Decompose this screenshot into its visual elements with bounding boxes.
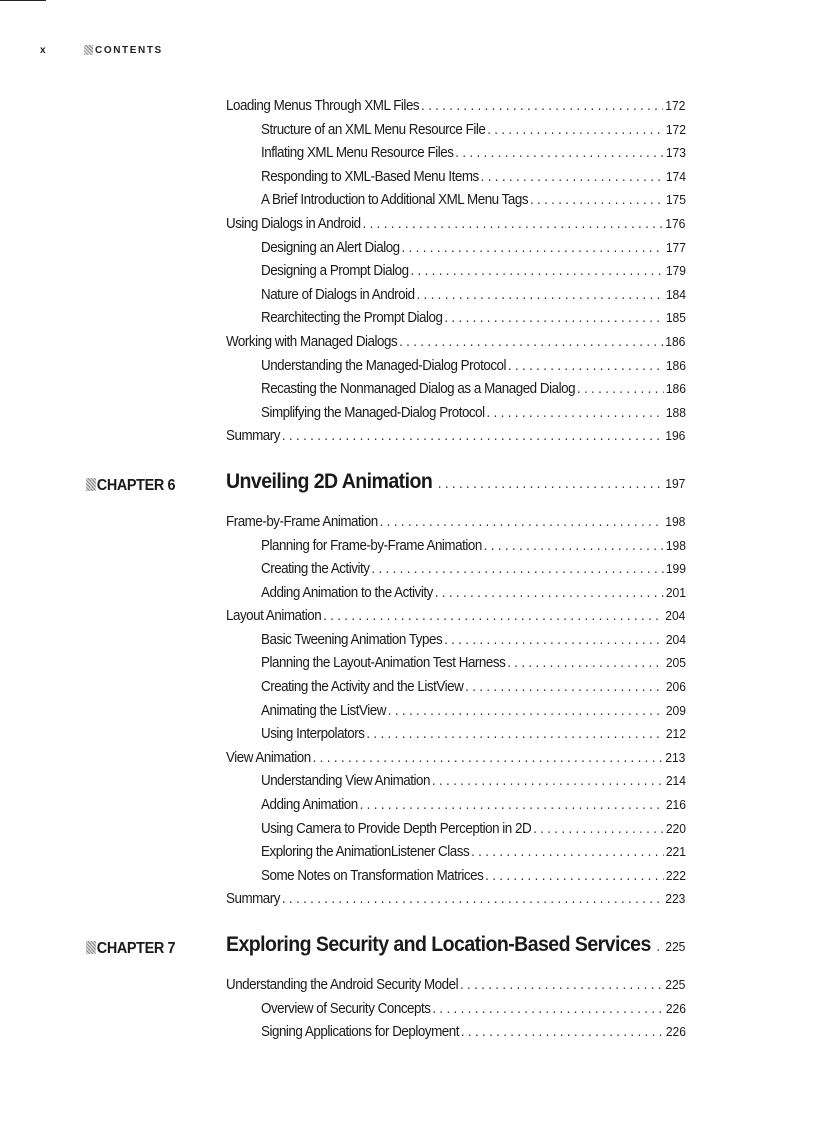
entry-page-number: 220	[665, 820, 687, 836]
dot-leader	[481, 169, 664, 185]
entry-title: Adding Animation	[261, 797, 358, 814]
entry-title: Rearchitecting the Prompt Dialog	[261, 310, 443, 327]
entry-title: Some Notes on Transformation Matrices	[261, 867, 484, 884]
entry-title: Exploring the AnimationListener Class	[261, 844, 470, 861]
entry-page-number: 196	[665, 428, 686, 444]
toc-subsection-entry[interactable]	[261, 797, 686, 821]
toc-subsection-entry[interactable]	[261, 192, 686, 216]
entry-page-number: 226	[665, 1000, 687, 1016]
dot-leader	[282, 891, 664, 907]
toc-subsection-entry[interactable]	[261, 726, 686, 750]
dot-leader	[485, 868, 664, 884]
entry-title: Understanding View Animation	[261, 773, 431, 790]
entry-title: Using Camera to Provide Depth Perception in 2D	[261, 820, 532, 837]
entry-page-number: 204	[665, 631, 687, 647]
entry-title: Layout Animation	[226, 608, 322, 625]
entry-page-number: 186	[665, 357, 687, 373]
entry-title: Understanding the Managed-Dialog Protocol	[261, 357, 507, 374]
entry-title: Summary	[226, 428, 281, 445]
entry-page-number: 221	[665, 844, 687, 860]
dot-leader	[460, 977, 663, 993]
dot-leader	[313, 750, 664, 766]
dot-leader	[380, 514, 664, 530]
entry-page-number: 199	[665, 561, 687, 577]
entry-title: Creating the Activity	[261, 561, 370, 578]
chapter-6-heading[interactable]	[0, 470, 816, 508]
entry-page-number: 198	[665, 537, 687, 553]
toc-subsection-entry[interactable]	[261, 585, 686, 609]
entry-page-number: 213	[665, 749, 686, 765]
entry-page-number: 175	[665, 192, 687, 208]
toc-subsection-entry[interactable]	[261, 381, 686, 405]
entry-title: Structure of an XML Menu Resource File	[261, 121, 486, 138]
toc-subsection-entry[interactable]	[261, 405, 686, 429]
entry-page-number: 179	[665, 263, 687, 279]
dot-leader	[530, 192, 664, 208]
entry-page-number: 188	[665, 404, 687, 420]
entry-page-number: 201	[665, 584, 687, 600]
entry-title: Using Interpolators	[261, 726, 365, 743]
entry-page-number: 176	[665, 215, 686, 231]
entry-title: Understanding the Android Security Model	[226, 977, 459, 993]
chapter-label: CHAPTER 7	[86, 940, 175, 958]
entry-title: Planning the Layout-Animation Test Harness	[261, 655, 506, 672]
entry-page-number: 225	[665, 977, 686, 992]
dot-leader	[455, 145, 664, 161]
toc-section-entry[interactable]	[226, 891, 685, 915]
entry-page-number: 185	[665, 310, 687, 326]
chapter-page-number: 225	[665, 939, 686, 954]
entry-title: Designing a Prompt Dialog	[261, 263, 409, 280]
toc-subsection-entry[interactable]	[261, 538, 686, 562]
entry-title: Frame-by-Frame Animation	[226, 513, 378, 530]
toc-subsection-entry[interactable]	[261, 310, 686, 334]
dot-leader	[363, 216, 664, 232]
entry-page-number: 177	[665, 239, 687, 255]
dot-leader	[421, 98, 663, 114]
dot-leader	[371, 561, 664, 577]
hatch-icon	[84, 45, 93, 55]
entry-title: Inflating XML Menu Resource Files	[261, 145, 454, 162]
entry-title: Animating the ListView	[261, 702, 386, 719]
entry-title: Planning for Frame-by-Frame Animation	[261, 537, 482, 554]
entry-page-number: 198	[665, 513, 686, 529]
toc-section-entry[interactable]	[226, 514, 685, 538]
entry-title: Simplifying the Managed-Dialog Protocol	[261, 404, 485, 421]
dot-leader	[656, 939, 663, 955]
dot-leader	[416, 287, 663, 303]
toc-subsection-entry[interactable]	[261, 263, 686, 287]
hatch-icon	[86, 478, 96, 491]
entry-page-number: 186	[665, 333, 686, 349]
dot-leader	[432, 1001, 664, 1017]
toc-subsection-entry[interactable]	[261, 145, 686, 169]
chapter-label: CHAPTER 6	[86, 477, 175, 495]
toc-subsection-entry[interactable]	[261, 240, 686, 264]
dot-leader	[402, 240, 664, 256]
dot-leader	[487, 122, 664, 138]
dot-leader	[533, 821, 664, 837]
dot-leader	[484, 538, 664, 554]
entry-page-number: 209	[665, 702, 687, 718]
top-rule	[0, 0, 46, 1]
toc-group-chapter-5	[0, 98, 816, 452]
entry-title: Summary	[226, 891, 281, 908]
toc-group-chapter-7	[0, 977, 816, 1048]
toc-subsection-entry[interactable]	[261, 169, 686, 193]
dot-leader	[399, 334, 663, 350]
dot-leader	[366, 726, 664, 742]
dot-leader	[507, 655, 664, 671]
entry-page-number: 212	[665, 726, 687, 742]
toc-group-chapter-6	[0, 514, 816, 915]
chapter-page-number: 197	[665, 475, 686, 491]
entry-page-number: 186	[665, 381, 687, 397]
entry-page-number: 223	[665, 891, 686, 907]
toc-subsection-entry[interactable]	[261, 1001, 686, 1025]
entry-title: Loading Menus Through XML Files	[226, 98, 420, 114]
dot-leader	[577, 381, 664, 397]
entry-title: Overview of Security Concepts	[261, 1000, 431, 1017]
chapter-title: Exploring Security and Location-Based Services	[226, 933, 651, 956]
entry-page-number: 205	[665, 655, 687, 671]
toc-section-entry[interactable]	[226, 750, 685, 774]
entry-title: View Animation	[226, 749, 311, 766]
toc-section-entry[interactable]	[226, 428, 685, 452]
toc-subsection-entry[interactable]	[261, 561, 686, 585]
table-of-contents	[0, 98, 816, 1048]
section-title: CONTENTS	[95, 44, 163, 56]
dot-leader	[438, 476, 664, 492]
dot-leader	[388, 703, 664, 719]
toc-section-entry[interactable]	[226, 216, 685, 240]
dot-leader	[432, 773, 664, 789]
toc-subsection-entry[interactable]	[261, 122, 686, 146]
toc-section-entry[interactable]	[226, 608, 685, 632]
entry-title: Using Dialogs in Android	[226, 215, 361, 232]
dot-leader	[360, 797, 664, 813]
toc-subsection-entry[interactable]	[261, 655, 686, 679]
toc-section-entry[interactable]	[226, 977, 685, 1001]
entry-title: A Brief Introduction to Additional XML Menu Tags	[261, 192, 529, 209]
entry-title: Working with Managed Dialogs	[226, 333, 398, 350]
entry-title: Nature of Dialogs in Android	[261, 286, 415, 303]
toc-subsection-entry[interactable]	[261, 358, 686, 382]
entry-page-number: 214	[665, 773, 687, 789]
entry-page-number: 173	[665, 145, 687, 161]
dot-leader	[461, 1024, 664, 1040]
toc-subsection-entry[interactable]	[261, 1024, 686, 1048]
entry-page-number: 172	[665, 121, 687, 137]
toc-subsection-entry[interactable]	[261, 632, 686, 656]
chapter-7-heading[interactable]	[0, 933, 816, 971]
toc-subsection-entry[interactable]	[261, 287, 686, 311]
toc-section-entry[interactable]	[226, 334, 685, 358]
entry-title: Recasting the Nonmanaged Dialog as a Managed Dialog	[261, 381, 576, 398]
toc-subsection-entry[interactable]	[261, 868, 686, 892]
dot-leader	[282, 428, 664, 444]
dot-leader	[465, 679, 664, 695]
dot-leader	[471, 844, 664, 860]
entry-page-number: 184	[665, 286, 687, 302]
toc-subsection-entry[interactable]	[261, 679, 686, 703]
entry-page-number: 172	[665, 98, 686, 113]
dot-leader	[410, 263, 664, 279]
dot-leader	[435, 585, 664, 601]
entry-title: Signing Applications for Deployment	[261, 1024, 459, 1041]
entry-page-number: 216	[665, 797, 687, 813]
dot-leader	[323, 608, 663, 624]
entry-page-number: 222	[665, 867, 687, 883]
entry-title: Adding Animation to the Activity	[261, 584, 433, 601]
hatch-icon	[86, 941, 96, 954]
entry-title: Creating the Activity and the ListView	[261, 679, 464, 696]
entry-page-number: 204	[665, 608, 686, 624]
toc-subsection-entry[interactable]	[261, 773, 686, 797]
page-header	[40, 43, 163, 57]
chapter-title: Unveiling 2D Animation	[226, 469, 433, 493]
toc-subsection-entry[interactable]	[261, 703, 686, 727]
dot-leader	[508, 358, 664, 374]
entry-title: Designing an Alert Dialog	[261, 239, 400, 256]
toc-section-entry[interactable]	[226, 98, 685, 122]
page-number: x	[40, 44, 48, 56]
entry-page-number: 226	[665, 1024, 687, 1040]
dot-leader	[444, 632, 664, 648]
toc-subsection-entry[interactable]	[261, 821, 686, 845]
entry-page-number: 206	[665, 679, 687, 695]
entry-title: Basic Tweening Animation Types	[261, 631, 443, 648]
dot-leader	[486, 405, 663, 421]
toc-subsection-entry[interactable]	[261, 844, 686, 868]
dot-leader	[444, 310, 664, 326]
entry-page-number: 174	[665, 168, 687, 184]
entry-title: Responding to XML-Based Menu Items	[261, 168, 479, 185]
